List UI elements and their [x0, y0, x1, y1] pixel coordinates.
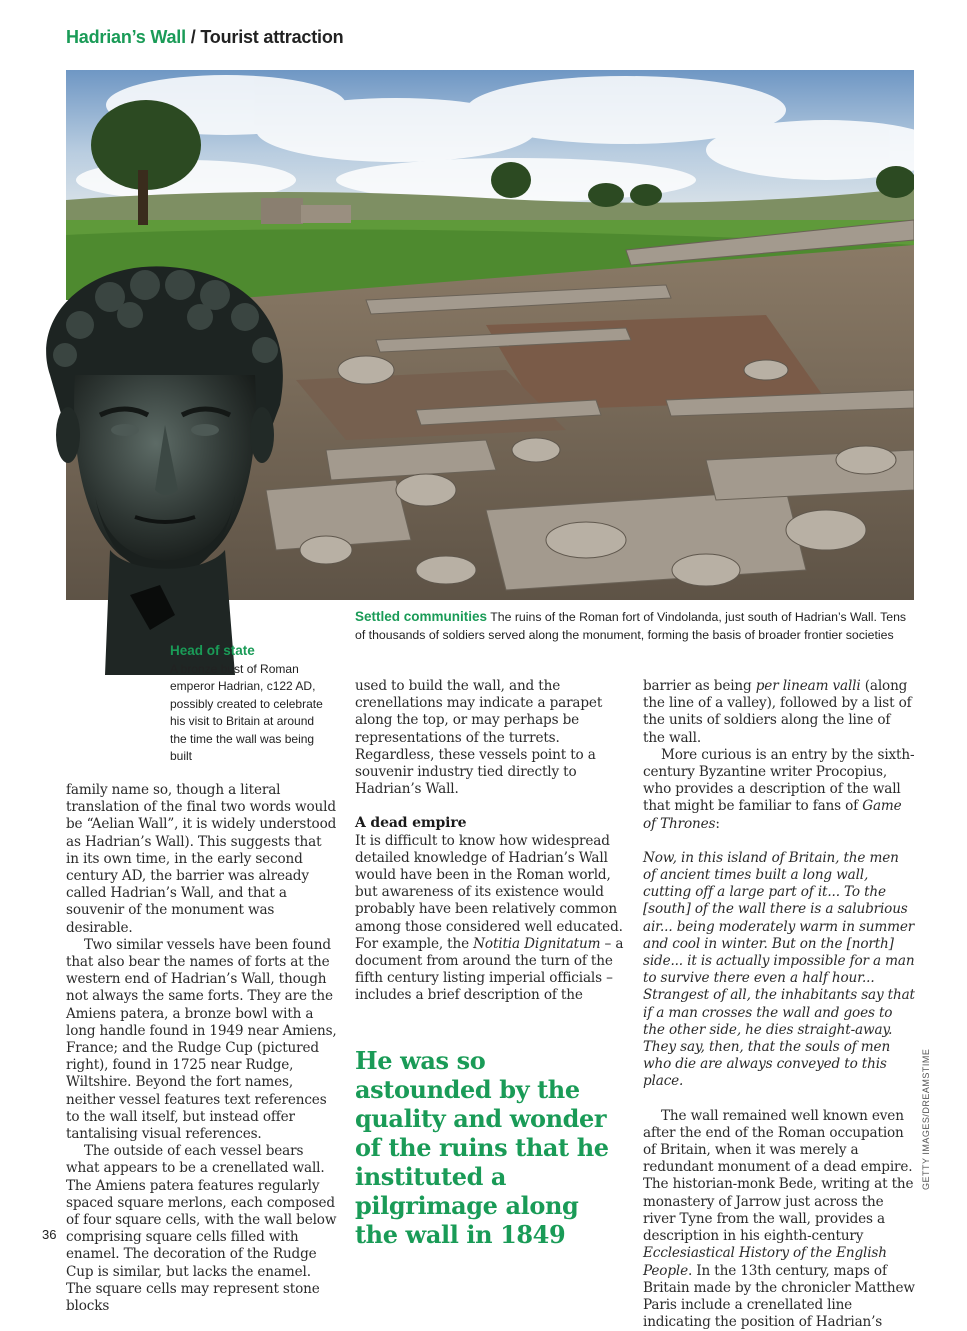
- section-header: [66, 27, 343, 48]
- photo-caption-text: The ruins of the Roman fort of Vindolanda, just south of Hadrian’s Wall. Tens of thousands of soldiers served along the monument, forming the basis of broader frontier societies: [355, 610, 907, 642]
- bust-caption: [170, 642, 330, 766]
- procopius-quote: Now, in this island of Britain, the men of ancient times built a long wall, cutting off a large part of it... To the [south] of the wall there is a salubrious air... being moderately warm in summer and cool in winter. But on the [north] side... it is actually impossible for a man to survive there even a half hour... Strangest of all, the inhabitants say that if a man crosses the wall and goes to the other side, he dies straight-away. They say, then, that the souls of men who die are always conveyed to this place.: [643, 849, 915, 1090]
- article-column-3: [643, 678, 915, 1331]
- section-subtitle: Tourist attraction: [200, 27, 344, 47]
- section-title: Hadrian’s Wall: [66, 27, 186, 47]
- subheading: A dead empire: [355, 815, 467, 832]
- paragraph: It is difficult to know how widespread detailed knowledge of Hadrian’s Wall would have been in the Roman world, but awareness of its existence would probably have been relatively common among those considered well educated. For example, the Notitia Dignitatum – a document from around the turn of the fifth century listing imperial officials – includes a brief description of the: [355, 832, 624, 1004]
- photo-caption-lead: Settled communities: [355, 609, 488, 624]
- photo-credit: GETTY IMAGES/DREAMSTIME: [921, 1048, 931, 1190]
- paragraph: The outside of each vessel bears what appears to be a crenellated wall. The Amiens patera features regularly spaced square merlons, each composed of four square cells, with the wall below comprising square cells filled with enamel. The decoration of the Rudge Cup is similar, but lacks the enamel. The square cells may represent stone blocks: [66, 1143, 337, 1315]
- article-column-1: [66, 782, 338, 1315]
- paragraph: barrier as being per lineam valli (along the line of a valley), followed by a list of the units of soldiers along the line of the wall.: [643, 678, 912, 746]
- bust-caption-text: A bronze bust of Roman emperor Hadrian, c122 AD, possibly created to celebrate his visit to Britain at around the time the wall was being built: [170, 661, 323, 763]
- pull-quote: He was so astounded by the quality and wonder of the ruins that he instituted a pilgrimage along the wall in 1849: [355, 1046, 609, 1249]
- paragraph: Two similar vessels have been found that also bear the names of forts at the western end of Hadrian’s Wall, though not always the same forts. They are the Amiens patera, a bronze bowl with a long handle found in 1949 near Amiens, France; and the Rudge Cup (pictured right), found in 1725 near Rudge, Wiltshire. Beyond the fort names, neither vessel features text references to the wall itself, but instead offer tantalising visual references.: [66, 936, 337, 1143]
- photo-caption: [355, 608, 915, 644]
- paragraph: More curious is an entry by the sixth-century Byzantine writer Procopius, who provides a description of the wall that might be familiar to fans of Game of Thrones:: [643, 746, 915, 832]
- paragraph: The wall remained well known even after the end of the Roman occupation of Britain, when it was merely a redundant monument of a dead empire. The historian-monk Bede, writing at the monastery of Jarrow just across the river Tyne from the wall, provides a description in his eighth-century Ecclesiastical History of the English People. In the 13th century, maps of Britain made by the chronicler Matthew Paris include a crenellated line indicating the position of Hadrian’s: [643, 1107, 915, 1331]
- paragraph: family name so, though a literal translation of the final two words would be “Aelian Wall”, it is widely understood as Hadrian’s Wall). This suggests that in its own time, in the early second century AD, the barrier was already called Hadrian’s Wall, and that a souvenir of the monument was desirable.: [66, 782, 337, 936]
- hadrian-bust-image: [10, 255, 310, 675]
- page-number: 36: [42, 1227, 57, 1242]
- paragraph: used to build the wall, and the crenellations may indicate a parapet along the top, or may perhaps be representations of the turrets. Regardless, these vessels point to a souvenir industry tied directly to Hadrian’s Wall.: [355, 678, 603, 798]
- bust-caption-lead: Head of state: [170, 643, 255, 658]
- article-column-2: [355, 678, 627, 1005]
- header-separator: /: [190, 27, 196, 47]
